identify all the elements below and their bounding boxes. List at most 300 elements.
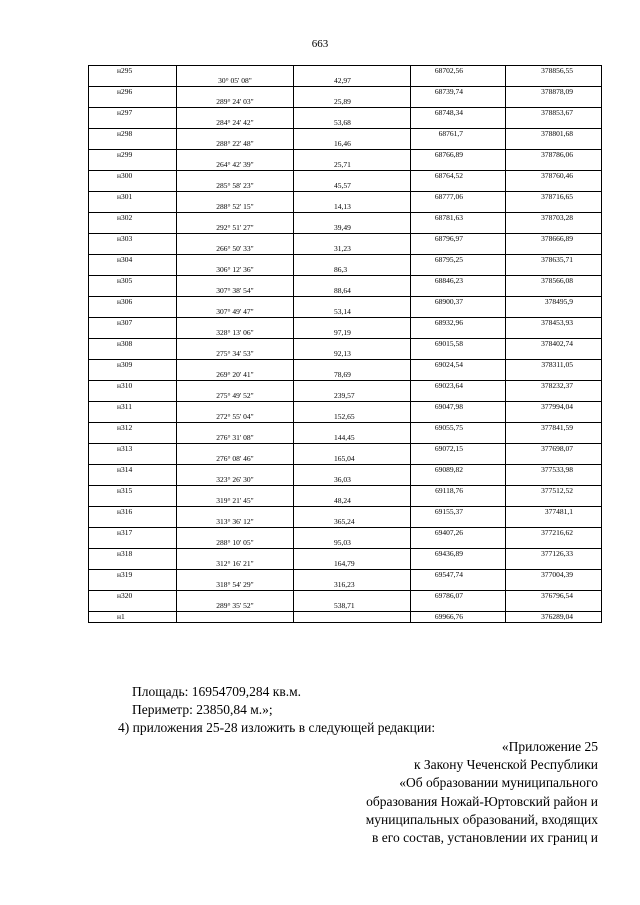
x-coordinate: 68846,23: [411, 276, 506, 287]
x-coordinate: 69055,75: [411, 423, 506, 434]
empty-cell: [177, 192, 294, 203]
x-coordinate: 68764,52: [411, 171, 506, 182]
direction-angle: 275° 34' 53": [177, 349, 294, 360]
direction-angle: 275° 49' 52": [177, 391, 294, 402]
direction-angle: 272° 55' 04": [177, 412, 294, 423]
direction-angle: 307° 49' 47": [177, 307, 294, 318]
segment-row: [89, 496, 602, 507]
direction-angle: 264° 42' 39": [177, 160, 294, 171]
empty-cell: [411, 517, 506, 528]
y-coordinate: 377994,04: [506, 402, 602, 413]
empty-cell: [506, 328, 602, 339]
point-row: [89, 234, 602, 245]
point-row: [89, 129, 602, 140]
point-row: [89, 549, 602, 560]
empty-cell: [506, 181, 602, 192]
amendment-text: 4) приложения 25-28 изложить в следующей редакции:: [118, 720, 436, 735]
empty-cell: [177, 444, 294, 455]
empty-cell: [411, 433, 506, 444]
empty-cell: [506, 223, 602, 234]
point-row: [89, 591, 602, 602]
point-name: н307: [89, 318, 177, 329]
empty-cell: [506, 265, 602, 276]
empty-cell: [506, 454, 602, 465]
empty-cell: [89, 181, 177, 192]
x-coordinate: 69089,82: [411, 465, 506, 476]
empty-cell: [506, 244, 602, 255]
y-coordinate: 378666,89: [506, 234, 602, 245]
point-row: [89, 108, 602, 119]
point-name: н302: [89, 213, 177, 224]
empty-cell: [506, 202, 602, 213]
empty-cell: [411, 202, 506, 213]
empty-cell: [411, 286, 506, 297]
x-coordinate: 69015,58: [411, 339, 506, 350]
direction-angle: 30° 05' 08": [177, 76, 294, 87]
point-name: н310: [89, 381, 177, 392]
page-number: 663: [311, 38, 329, 50]
segment-length: 164,79: [294, 559, 411, 570]
segment-row: [89, 328, 602, 339]
empty-cell: [294, 423, 411, 434]
empty-cell: [89, 118, 177, 129]
segment-length: 95,03: [294, 538, 411, 549]
empty-cell: [294, 402, 411, 413]
empty-cell: [294, 87, 411, 98]
direction-angle: 285° 58' 23": [177, 181, 294, 192]
point-row: [89, 339, 602, 350]
point-row: [89, 213, 602, 224]
empty-cell: [89, 202, 177, 213]
point-name: н311: [89, 402, 177, 413]
empty-cell: [506, 139, 602, 150]
x-coordinate: 68748,34: [411, 108, 506, 119]
empty-cell: [411, 349, 506, 360]
empty-cell: [294, 339, 411, 350]
empty-cell: [89, 328, 177, 339]
segment-length: 316,23: [294, 580, 411, 591]
empty-cell: [177, 318, 294, 329]
segment-length: 14,13: [294, 202, 411, 213]
y-coordinate: 378786,06: [506, 150, 602, 161]
segment-length: 165,04: [294, 454, 411, 465]
segment-row: [89, 223, 602, 234]
direction-angle: 313° 36' 12": [177, 517, 294, 528]
segment-row: [89, 580, 602, 591]
empty-cell: [411, 580, 506, 591]
y-coordinate: 378878,09: [506, 87, 602, 98]
empty-cell: [89, 265, 177, 276]
empty-cell: [89, 517, 177, 528]
direction-angle: 284° 24' 42": [177, 118, 294, 129]
empty-cell: [506, 307, 602, 318]
point-name: н1: [89, 612, 177, 623]
y-coordinate: 378232,37: [506, 381, 602, 392]
empty-cell: [294, 234, 411, 245]
x-coordinate: 69024,54: [411, 360, 506, 371]
y-coordinate: 378856,55: [506, 66, 602, 77]
point-row: [89, 570, 602, 581]
empty-cell: [411, 97, 506, 108]
segment-length: 144,45: [294, 433, 411, 444]
segment-row: [89, 370, 602, 381]
empty-cell: [294, 612, 411, 623]
y-coordinate: 377481,1: [506, 507, 602, 518]
empty-cell: [506, 76, 602, 87]
empty-cell: [411, 244, 506, 255]
empty-cell: [506, 496, 602, 507]
point-row: [89, 402, 602, 413]
segment-length: 31,23: [294, 244, 411, 255]
empty-cell: [294, 192, 411, 203]
x-coordinate: 68739,74: [411, 87, 506, 98]
point-row: [89, 423, 602, 434]
segment-length: 36,03: [294, 475, 411, 486]
boundary-coordinates-table: [88, 65, 602, 623]
empty-cell: [294, 171, 411, 182]
empty-cell: [294, 297, 411, 308]
point-name: н298: [89, 129, 177, 140]
segment-row: [89, 181, 602, 192]
point-row: [89, 444, 602, 455]
empty-cell: [294, 360, 411, 371]
point-name: н305: [89, 276, 177, 287]
segment-row: [89, 244, 602, 255]
empty-cell: [411, 118, 506, 129]
empty-cell: [506, 118, 602, 129]
y-coordinate: 378311,05: [506, 360, 602, 371]
empty-cell: [411, 412, 506, 423]
point-row: [89, 171, 602, 182]
point-name: н297: [89, 108, 177, 119]
x-coordinate: 69786,07: [411, 591, 506, 602]
empty-cell: [411, 265, 506, 276]
empty-cell: [506, 517, 602, 528]
direction-angle: 276° 08' 46": [177, 454, 294, 465]
x-coordinate: 68777,06: [411, 192, 506, 203]
y-coordinate: 378566,08: [506, 276, 602, 287]
empty-cell: [89, 559, 177, 570]
segment-row: [89, 76, 602, 87]
segment-row: [89, 559, 602, 570]
point-name: н299: [89, 150, 177, 161]
y-coordinate: 376289,04: [506, 612, 602, 623]
empty-cell: [411, 475, 506, 486]
point-name: н316: [89, 507, 177, 518]
segment-row: [89, 307, 602, 318]
direction-angle: 289° 35' 52": [177, 601, 294, 612]
empty-cell: [506, 433, 602, 444]
empty-cell: [89, 496, 177, 507]
empty-cell: [89, 139, 177, 150]
point-row: [89, 528, 602, 539]
point-name: н296: [89, 87, 177, 98]
segment-row: [89, 265, 602, 276]
x-coordinate: 69047,98: [411, 402, 506, 413]
x-coordinate: 68932,96: [411, 318, 506, 329]
segment-length: 48,24: [294, 496, 411, 507]
y-coordinate: 377533,98: [506, 465, 602, 476]
empty-cell: [506, 286, 602, 297]
empty-cell: [506, 160, 602, 171]
empty-cell: [506, 349, 602, 360]
empty-cell: [294, 507, 411, 518]
direction-angle: 319° 21' 45": [177, 496, 294, 507]
empty-cell: [506, 412, 602, 423]
empty-cell: [177, 339, 294, 350]
segment-row: [89, 475, 602, 486]
empty-cell: [411, 370, 506, 381]
empty-cell: [177, 528, 294, 539]
y-coordinate: 377126,33: [506, 549, 602, 560]
empty-cell: [177, 129, 294, 140]
point-name: н300: [89, 171, 177, 182]
y-coordinate: 378760,46: [506, 171, 602, 182]
empty-cell: [89, 307, 177, 318]
x-coordinate: 68900,37: [411, 297, 506, 308]
point-row: [89, 297, 602, 308]
point-name: н304: [89, 255, 177, 266]
x-coordinate: 69966,76: [411, 612, 506, 623]
annex-line: к Закону Чеченской Республики: [413, 757, 598, 773]
empty-cell: [89, 76, 177, 87]
empty-cell: [89, 160, 177, 171]
point-name: н295: [89, 66, 177, 77]
empty-cell: [177, 276, 294, 287]
point-row: [89, 486, 602, 497]
point-name: н309: [89, 360, 177, 371]
empty-cell: [411, 76, 506, 87]
point-row: [89, 276, 602, 287]
empty-cell: [506, 370, 602, 381]
empty-cell: [411, 328, 506, 339]
empty-cell: [177, 507, 294, 518]
y-coordinate: 377216,62: [506, 528, 602, 539]
segment-length: 42,97: [294, 76, 411, 87]
empty-cell: [89, 454, 177, 465]
x-coordinate: 68795,25: [411, 255, 506, 266]
segment-row: [89, 454, 602, 465]
y-coordinate: 377004,39: [506, 570, 602, 581]
perimeter-text: Периметр: 23850,84 м.»;: [132, 702, 273, 717]
empty-cell: [294, 276, 411, 287]
direction-angle: 288° 22' 48": [177, 139, 294, 150]
empty-cell: [294, 591, 411, 602]
empty-cell: [177, 465, 294, 476]
direction-angle: 266° 50' 33": [177, 244, 294, 255]
y-coordinate: 377512,52: [506, 486, 602, 497]
segment-row: [89, 97, 602, 108]
empty-cell: [89, 223, 177, 234]
segment-length: 97,19: [294, 328, 411, 339]
segment-length: 92,13: [294, 349, 411, 360]
empty-cell: [411, 454, 506, 465]
point-name: н308: [89, 339, 177, 350]
point-name: н318: [89, 549, 177, 560]
area-text: Площадь: 16954709,284 кв.м.: [132, 684, 302, 699]
point-name: н303: [89, 234, 177, 245]
empty-cell: [89, 412, 177, 423]
annex-line: образования Ножай-Юртовский район и: [366, 793, 598, 809]
segment-row: [89, 286, 602, 297]
x-coordinate: 68766,89: [411, 150, 506, 161]
empty-cell: [294, 318, 411, 329]
x-coordinate: 69407,26: [411, 528, 506, 539]
point-name: н320: [89, 591, 177, 602]
empty-cell: [506, 475, 602, 486]
point-name: н314: [89, 465, 177, 476]
empty-cell: [89, 349, 177, 360]
point-name: н319: [89, 570, 177, 581]
empty-cell: [177, 423, 294, 434]
x-coordinate: 68702,56: [411, 66, 506, 77]
empty-cell: [89, 475, 177, 486]
x-coordinate: 68796,97: [411, 234, 506, 245]
empty-cell: [411, 181, 506, 192]
empty-cell: [177, 297, 294, 308]
point-row: [89, 255, 602, 266]
segment-length: 53,14: [294, 307, 411, 318]
empty-cell: [294, 150, 411, 161]
empty-cell: [89, 370, 177, 381]
empty-cell: [294, 129, 411, 140]
annex-line: муниципальных образований, входящих: [365, 811, 598, 827]
point-row: [89, 381, 602, 392]
y-coordinate: 378801,68: [506, 129, 602, 140]
empty-cell: [177, 612, 294, 623]
point-row: [89, 612, 602, 623]
direction-angle: 328° 13' 06": [177, 328, 294, 339]
segment-length: 25,71: [294, 160, 411, 171]
y-coordinate: 377841,59: [506, 423, 602, 434]
empty-cell: [411, 496, 506, 507]
segment-row: [89, 391, 602, 402]
segment-length: 239,57: [294, 391, 411, 402]
empty-cell: [411, 160, 506, 171]
segment-length: 86,3: [294, 265, 411, 276]
empty-cell: [411, 139, 506, 150]
empty-cell: [177, 360, 294, 371]
x-coordinate: 69023,64: [411, 381, 506, 392]
empty-cell: [294, 66, 411, 77]
point-name: н306: [89, 297, 177, 308]
point-row: [89, 465, 602, 476]
empty-cell: [177, 108, 294, 119]
y-coordinate: 378703,28: [506, 213, 602, 224]
direction-angle: 312° 16' 21": [177, 559, 294, 570]
annex-line: «Приложение 25: [501, 739, 598, 754]
direction-angle: 323° 26' 30": [177, 475, 294, 486]
direction-angle: 289° 24' 03": [177, 97, 294, 108]
y-coordinate: 378635,71: [506, 255, 602, 266]
empty-cell: [506, 97, 602, 108]
empty-cell: [411, 391, 506, 402]
x-coordinate: 69547,74: [411, 570, 506, 581]
empty-cell: [177, 486, 294, 497]
segment-row: [89, 349, 602, 360]
direction-angle: 292° 51' 27": [177, 223, 294, 234]
empty-cell: [89, 601, 177, 612]
point-name: н301: [89, 192, 177, 203]
segment-length: 88,64: [294, 286, 411, 297]
x-coordinate: 69072,15: [411, 444, 506, 455]
segment-row: [89, 601, 602, 612]
empty-cell: [506, 580, 602, 591]
point-row: [89, 192, 602, 203]
empty-cell: [89, 286, 177, 297]
x-coordinate: 69155,37: [411, 507, 506, 518]
empty-cell: [506, 601, 602, 612]
empty-cell: [89, 391, 177, 402]
empty-cell: [177, 234, 294, 245]
empty-cell: [89, 580, 177, 591]
point-name: н317: [89, 528, 177, 539]
direction-angle: 306° 12' 36": [177, 265, 294, 276]
segment-length: 25,89: [294, 97, 411, 108]
annex-line: в его состав, установлении их границ и: [372, 830, 598, 846]
point-row: [89, 360, 602, 371]
segment-row: [89, 538, 602, 549]
segment-row: [89, 433, 602, 444]
empty-cell: [89, 244, 177, 255]
y-coordinate: 378453,93: [506, 318, 602, 329]
segment-row: [89, 202, 602, 213]
empty-cell: [294, 381, 411, 392]
empty-cell: [294, 108, 411, 119]
x-coordinate: 68781,63: [411, 213, 506, 224]
direction-angle: 318° 54' 29": [177, 580, 294, 591]
x-coordinate: 69436,89: [411, 549, 506, 560]
point-name: н315: [89, 486, 177, 497]
y-coordinate: 378716,65: [506, 192, 602, 203]
segment-length: 45,57: [294, 181, 411, 192]
y-coordinate: 378853,67: [506, 108, 602, 119]
empty-cell: [177, 549, 294, 560]
empty-cell: [177, 171, 294, 182]
empty-cell: [294, 213, 411, 224]
direction-angle: 269° 20' 41": [177, 370, 294, 381]
y-coordinate: 377698,07: [506, 444, 602, 455]
segment-row: [89, 118, 602, 129]
empty-cell: [506, 538, 602, 549]
empty-cell: [294, 486, 411, 497]
segment-row: [89, 139, 602, 150]
segment-length: 39,49: [294, 223, 411, 234]
empty-cell: [294, 570, 411, 581]
empty-cell: [294, 549, 411, 560]
empty-cell: [177, 150, 294, 161]
y-coordinate: 378495,9: [506, 297, 602, 308]
empty-cell: [294, 255, 411, 266]
empty-cell: [177, 255, 294, 266]
empty-cell: [177, 402, 294, 413]
point-row: [89, 66, 602, 77]
point-name: н313: [89, 444, 177, 455]
segment-length: 152,65: [294, 412, 411, 423]
empty-cell: [411, 223, 506, 234]
empty-cell: [177, 213, 294, 224]
empty-cell: [177, 87, 294, 98]
segment-length: 78,69: [294, 370, 411, 381]
empty-cell: [294, 528, 411, 539]
empty-cell: [506, 559, 602, 570]
point-row: [89, 87, 602, 98]
annex-line: «Об образовании муниципального: [399, 775, 598, 791]
y-coordinate: 376796,54: [506, 591, 602, 602]
empty-cell: [294, 444, 411, 455]
segment-row: [89, 412, 602, 423]
x-coordinate: 68761,7: [411, 129, 506, 140]
